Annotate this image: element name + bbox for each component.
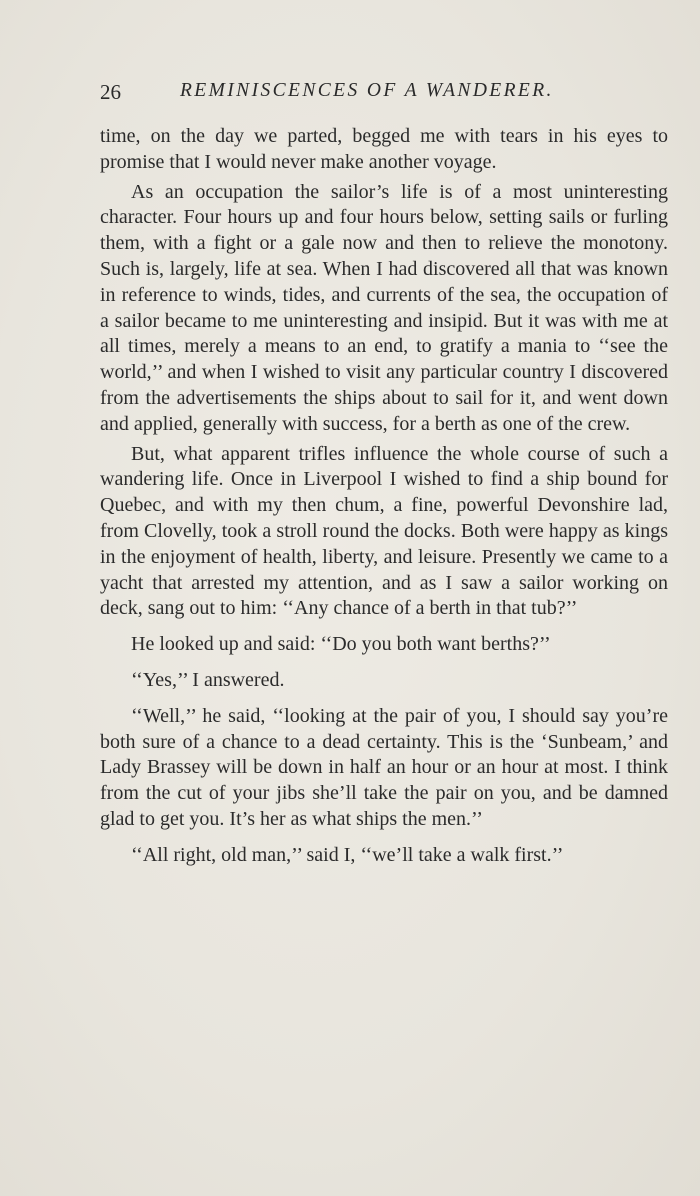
paragraph-dialogue-yes: ‘‘Yes,’’ I answered. [131,668,285,691]
body-text [100,124,668,873]
paragraph-liverpool: But, what apparent trifles influence the whole course of such a wandering life. Once in Liverpool I wished to find a ship bound for Quebec, and with my then chum, a fine, powerful Devonshire lad, from Clovelly, took a stroll round the docks. Both were happy as kings in the enjoyment of health, liberty, and leisure. Presently we came to a yacht that arrested my attention, and as I saw a sailor working on deck, sang out to him: ‘‘Any chance of a berth in that tub?’’ [100,442,668,620]
paragraph-dialogue-berths: He looked up and said: ‘‘Do you both want berths?’’ [131,633,551,656]
paragraph-dialogue-walk: ‘‘All right, old man,’’ said I, ‘‘we’ll take a walk first.’’ [131,843,564,866]
page-number: 26 [100,80,121,104]
paragraph-sailor-life: As an occupation the sailor’s life is of a most uninteresting character. Four hours up and four hours below, setting sails or furling them, with a fight or a gale now and then to relieve the monotony. Such is, largely, life at sea. When I had discovered all that was known in reference to winds, tides, and currents of the sea, the occupation of a sailor became to me uninteresting and insipid. But it was with me at all times, merely a means to an end, to gratify a mania to ‘‘see the world,’’ and when I wished to visit any particular country I discovered from the advertisements the ships about to sail for it, and went down and applied, generally with success, for a berth as one of the crew. [100,180,668,435]
paragraph-continuation: time, on the day we parted, begged me with tears in his eyes to promise that I would never make another voyage. [100,125,668,173]
paragraph-dialogue-sunbeam: ‘‘Well,’’ he said, ‘‘looking at the pair of you, I should say you’re both sure of a chance to a dead certainty. This is the ‘Sunbeam,’ and Lady Brassey will be down in half an hour or an hour at most. I think from the cut of your jibs she’ll take the pair on you, and be damned glad to get you. It’s her as what ships the men.’’ [100,704,668,830]
page-header [100,80,690,110]
running-head: REMINISCENCES OF A WANDERER. [180,80,554,101]
